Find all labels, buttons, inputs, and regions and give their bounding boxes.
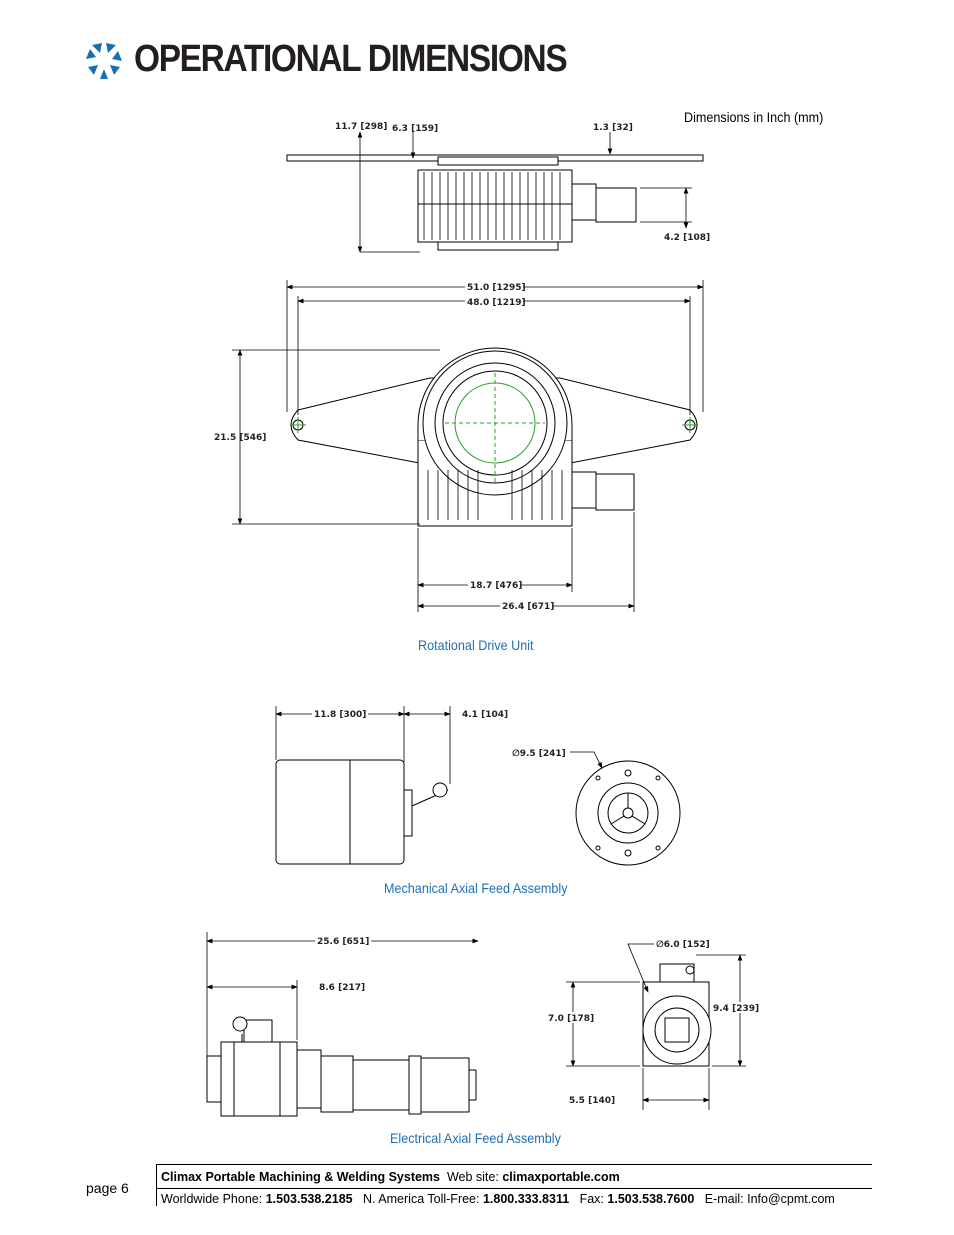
dim-eaf-height: 7.0 [178] [548, 1014, 595, 1024]
dim-maf-length: 11.8 [300] [314, 710, 367, 720]
dim-maf-diameter: ∅9.5 [241] [512, 749, 566, 759]
dim-eaf-diameter: ∅6.0 [152] [656, 940, 710, 950]
dim-rdu-height: 21.5 [546] [214, 433, 267, 443]
units-note: Dimensions in Inch (mm) [684, 109, 824, 125]
caption-mechanical-axial-feed: Mechanical Axial Feed Assembly [384, 880, 568, 896]
footer-fax-label: Fax: [579, 1192, 604, 1206]
dim-eaf-width: 5.5 [140] [569, 1096, 616, 1106]
footer-contact-line [161, 1192, 835, 1206]
dim-rdu-side-motor: 4.2 [108] [664, 233, 711, 243]
footer-fax: 1.503.538.7600 [607, 1192, 695, 1206]
rdu-side-view [287, 155, 703, 250]
maf-drawing [276, 760, 680, 865]
dim-rdu-overall-width: 51.0 [1295] [467, 283, 526, 293]
rdu-front-view [290, 348, 698, 526]
caption-electrical-axial-feed: Electrical Axial Feed Assembly [390, 1130, 561, 1146]
footer-tollfree: 1.800.333.8311 [482, 1192, 570, 1206]
dim-rdu-side-offset: 6.3 [159] [392, 124, 439, 134]
dim-rdu-total-width: 26.4 [671] [502, 602, 555, 612]
dim-rdu-side-arm: 1.3 [32] [593, 123, 633, 133]
page-footer [84, 1164, 872, 1208]
dim-eaf-total-height: 9.4 [239] [713, 1004, 760, 1014]
page-title: OPERATIONAL DIMENSIONS [134, 38, 567, 80]
caption-rotational-drive-unit: Rotational Drive Unit [418, 637, 534, 653]
footer-phone-label: Worldwide Phone: [161, 1192, 263, 1206]
footer-tollfree-label: N. America Toll-Free: [363, 1192, 480, 1206]
footer-rule [156, 1164, 872, 1165]
footer-company-line [161, 1170, 620, 1184]
dim-rdu-side-height: 11.7 [298] [335, 122, 388, 132]
dim-eaf-length: 25.6 [651] [317, 937, 370, 947]
dim-rdu-pin-width: 48.0 [1219] [467, 298, 526, 308]
dim-maf-handle: 4.1 [104] [462, 710, 509, 720]
footer-website-link[interactable]: climaxportable.com [502, 1170, 620, 1184]
dim-eaf-short: 8.6 [217] [319, 983, 366, 993]
footer-divider [156, 1188, 872, 1189]
footer-email-link[interactable]: Info@cpmt.com [747, 1192, 835, 1206]
page-number: page 6 [86, 1180, 129, 1196]
footer-website-label: Web site: [446, 1170, 499, 1184]
footer-vertical-rule [156, 1164, 157, 1206]
dim-rdu-body-width: 18.7 [476] [470, 581, 523, 591]
footer-company: Climax Portable Machining & Welding Systems [161, 1170, 440, 1184]
footer-phone: 1.503.538.2185 [265, 1192, 353, 1206]
footer-email-label: E-mail: [704, 1192, 744, 1206]
